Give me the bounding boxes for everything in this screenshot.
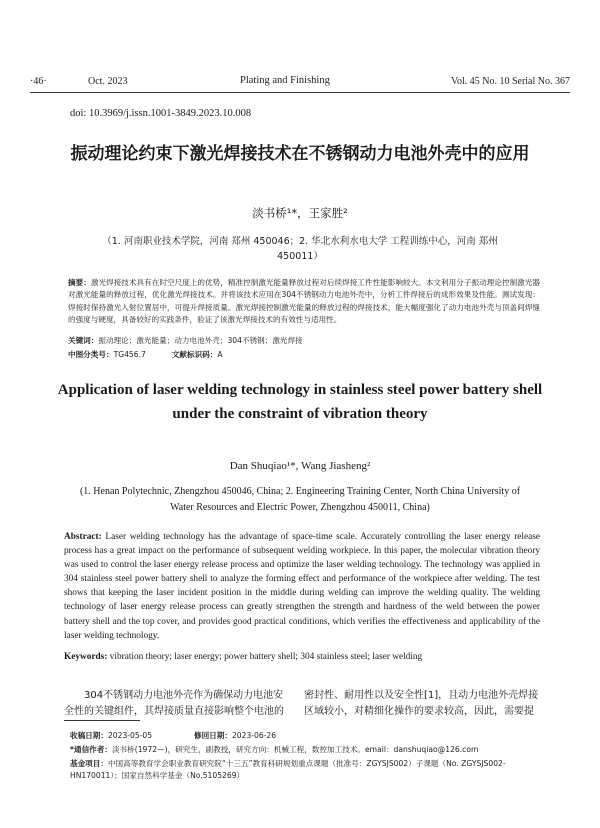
abstract-english-label: Abstract:: [64, 532, 102, 542]
body-text-left-column: 304不锈钢动力电池外壳作为确保动力电池安全性的关键组件，其焊接质量直接影响整个电池的: [64, 690, 284, 717]
abstract-english-text: Laser welding technology has the advantage of space-time scale. Accurately controlling the laser energy release process has a great impact on the performance of subsequent welding workpiece. In this paper, the molecular vibration theory was used to control the laser energy release process and optimize the laser welding technology. The technology was applied in 304 stainless steel power battery shell to analyze the forming effect and performance of the workpiece after welding. The test shows that keeping the laser incident position in the middle during welding can improve the welding quality. The welding technology of laser energy release process can greatly strengthen the strength and hardness of the weld between the power battery shell and the top cover, and provides good practical conditions, which verifies the effectiveness and applicability of the laser welding technology.: [64, 532, 540, 641]
running-header: [30, 76, 570, 90]
corresponding-author-info: 淡书桥(1972—)，研究生，副教授，研究方向：机械工程，数控加工技术。email：danshuqiao@126.com: [111, 745, 479, 754]
authors-chinese: 淡书桥¹*，王家胜²: [252, 206, 348, 220]
abstract-chinese-text: 激光焊接技术具有在时空尺度上的优势，精准控制激光能量释放过程对后续焊接工件性能影响较大。本文利用分子振动理论控制激光器对激光能量的释放过程，优化激光焊接技术。并将该技术应用在304不锈钢动力电池外壳中，分析工件焊接后的成形效果及性能。测试发现：焊接时保持激光入射位置居中，可提升焊接质量。激光焊接控制激光能量的释放过程的焊接技术，能大幅度强化了动力电池外壳与顶盖间焊缝的强度与硬度，具备较好的实践条件，验证了该激光焊接技术的有效性与适用性。: [68, 278, 540, 324]
affiliation-chinese: （1. 河南职业技术学院，河南 郑州 450046；2. 华北水利水电大学 工程训练中心，河南 郑州 450011）: [102, 236, 498, 262]
abstract-chinese: [68, 277, 540, 326]
classification-line: [68, 349, 540, 361]
authors-english: Dan Shuqiao¹*, Wang Jiasheng²: [229, 460, 371, 472]
keywords-english-label: Keywords:: [64, 652, 108, 662]
revised-date: 2023-06-26: [231, 731, 277, 740]
abstract-english: [64, 530, 540, 643]
body-text-right-column: 密封性、耐用性以及安全性[1]，且动力电池外壳焊接区域较小，对精细化操作的要求较高，因此，需要提: [304, 690, 539, 717]
title-chinese: 振动理论约束下激光焊接技术在不锈钢动力电池外壳中的应用: [70, 144, 530, 164]
footnote-rule: [64, 720, 140, 721]
volume-info: Vol. 45 No. 10 Serial No. 367: [451, 76, 570, 87]
doi[interactable]: doi: 10.3969/j.issn.1001-3849.2023.10.008: [70, 108, 252, 119]
received-date: 2023-05-05: [107, 731, 153, 740]
keywords-chinese-label: 关键词：: [68, 336, 99, 345]
keywords-chinese: [68, 335, 540, 347]
issue-date: Oct. 2023: [88, 76, 128, 87]
fund-label: 基金项目：: [70, 759, 108, 768]
revised-label: 修回日期：: [194, 731, 232, 740]
corresponding-author-label: *通信作者：: [70, 745, 112, 754]
keywords-english: [64, 650, 540, 664]
received-label: 收稿日期：: [70, 731, 108, 740]
fund-info: 中国高等教育学会职业教育研究院“十三五”教育科研规划重点课题（批准号：ZGYSJS002）子课题（No. ZGYSJS002-HN170011）；国家自然科学基金（No.5105269）: [70, 759, 506, 780]
clc-label: 中图分类号：: [68, 350, 114, 359]
doc-code-label: 文献标识码：: [171, 350, 218, 359]
title-english: Application of laser welding technology in stainless steel power battery shell under the constraint of vibration theory: [57, 382, 543, 422]
footnote-dates: [70, 730, 544, 742]
page-number: ·46·: [30, 76, 47, 87]
footnote-author: [70, 744, 544, 756]
affiliation-english: (1. Henan Polytechnic, Zhengzhou 450046, China; 2. Engineering Training Center, North China University of Water Resources and Electric Power, Zhengzhou 450011, China): [79, 486, 521, 513]
doc-code: A: [217, 350, 223, 359]
abstract-chinese-label: 摘要：: [68, 278, 91, 287]
keywords-english-text: vibration theory; laser energy; power battery shell; 304 stainless steel; laser welding: [109, 652, 423, 662]
clc-number: TG456.7: [113, 350, 146, 359]
keywords-chinese-text: 振动理论；激光能量；动力电池外壳；304不锈钢；激光焊接: [98, 336, 303, 345]
header-rule: [30, 92, 570, 93]
journal-name: Plating and Finishing: [240, 75, 330, 86]
footnote-fund: [70, 758, 544, 782]
